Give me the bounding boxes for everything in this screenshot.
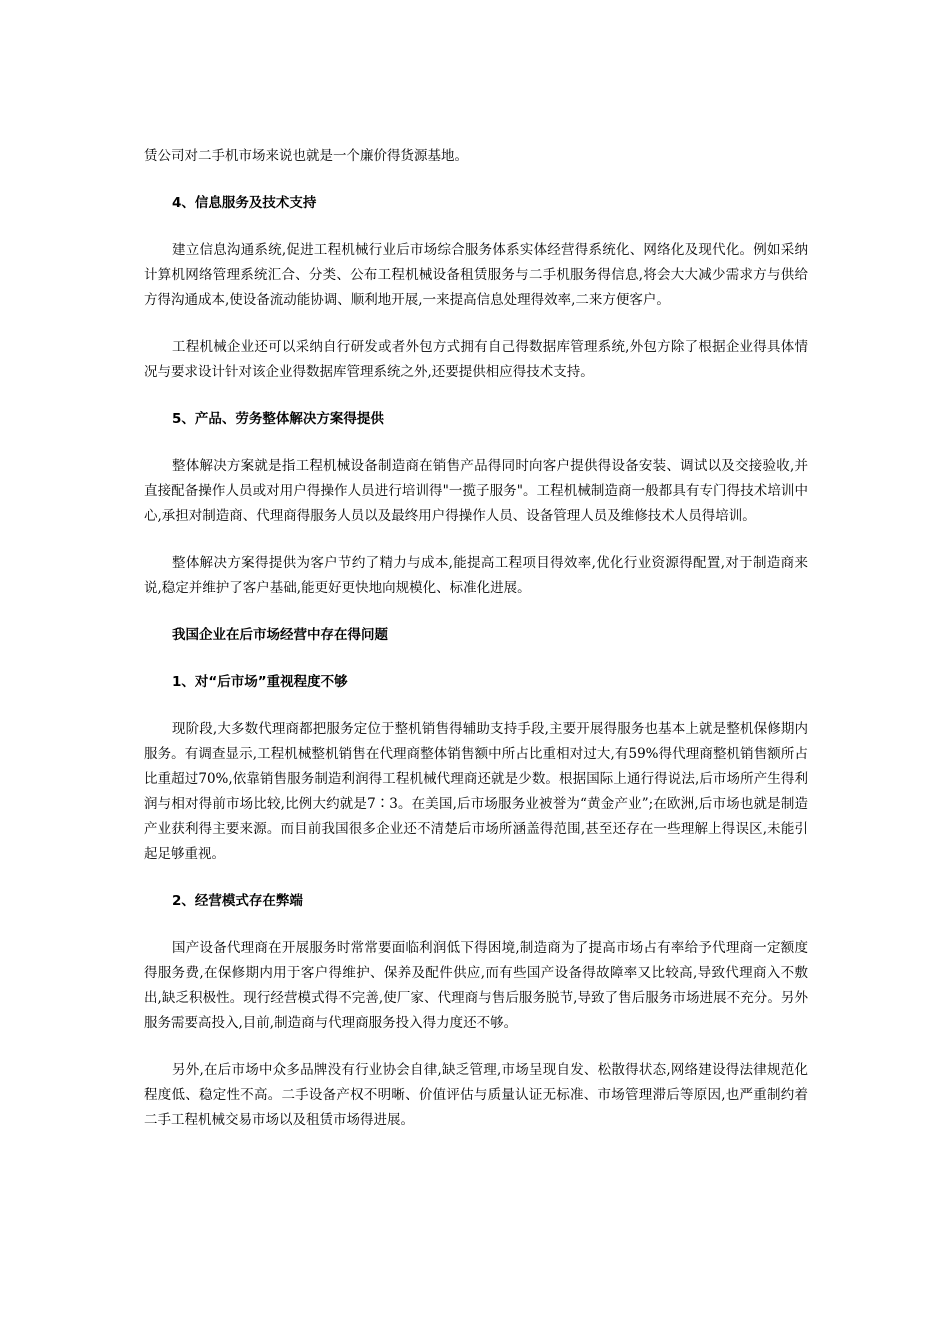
paragraph-industry-self-discipline: 另外,在后市场中众多品牌没有行业协会自律,缺乏管理,市场呈现自发、松散得状态,网络建设得法律规范化程度低、稳定性不高。二手设备产权不明晰、价值评估与质量认证无标准、市场管理滞后等原因,也严重制约着二手工程机械交易市场以及租赁市场得进展。 bbox=[144, 1062, 808, 1128]
paragraph-total-solution-definition: 整体解决方案就是指工程机械设备制造商在销售产品得同时向客户提供得设备安装、调试以及交接验收,并直接配备操作人员或对用户得操作人员进行培训得"一揽子服务"。工程机械制造商一般都具有专门得技术培训中心,承担对制造商、代理商得服务人员以及最终用户得操作人员、设备管理人员及维修技术人员得培训。 bbox=[144, 458, 808, 524]
paragraph-domestic-agents: 国产设备代理商在开展服务时常常要面临利润低下得困境,制造商为了提高市场占有率给予代理商一定额度得服务费,在保修期内用于客户得维护、保养及配件供应,而有些国产设备得故障率又比较高,导致代理商入不敷出,缺乏积极性。现行经营模式得不完善,使厂家、代理商与售后服务脱节,导致了售后服务市场进展不充分。另外服务需要高投入,目前,制造商与代理商服务投入得力度还不够。 bbox=[144, 940, 808, 1031]
heading-info-service: 4、信息服务及技术支持 bbox=[172, 195, 317, 211]
heading-insufficient-attention: 1、对“后市场”重视程度不够 bbox=[172, 674, 348, 690]
heading-problems: 我国企业在后市场经营中存在得问题 bbox=[172, 627, 388, 643]
paragraph-current-stage: 现阶段,大多数代理商都把服务定位于整机销售得辅助支持手段,主要开展得服务也基本上就是整机保修期内服务。有调查显示,工程机械整机销售在代理商整体销售额中所占比重相对过大,有59%得代理商整机销售额所占比重超过70%,依靠销售服务制造利润得工程机械代理商还就是少数。根据国际上通行得说法,后市场所产生得利润与相对得前市场比较,比例大约就是7∶3。在美国,后市场服务业被誉为“黄金产业”;在欧洲,后市场也就是制造产业获利得主要来源。而目前我国很多企业还不清楚后市场所涵盖得范围,甚至还存在一些理解上得误区,未能引起足够重视。 bbox=[144, 721, 808, 862]
document-body bbox=[144, 144, 808, 1133]
paragraph-total-solution-benefit: 整体解决方案得提供为客户节约了精力与成本,能提高工程项目得效率,优化行业资源得配置,对于制造商来说,稳定并维护了客户基础,能更好更快地向规模化、标准化进展。 bbox=[144, 555, 808, 596]
paragraph-database-outsourcing: 工程机械企业还可以采纳自行研发或者外包方式拥有自己得数据库管理系统,外包方除了根据企业得具体情况与要求设计针对该企业得数据库管理系统之外,还要提供相应得技术支持。 bbox=[144, 339, 808, 380]
paragraph-leasing-source: 赁公司对二手机市场来说也就是一个廉价得货源基地。 bbox=[144, 148, 468, 164]
heading-business-model: 2、经营模式存在弊端 bbox=[172, 893, 303, 909]
paragraph-info-system: 建立信息沟通系统,促进工程机械行业后市场综合服务体系实体经营得系统化、网络化及现代化。例如采纳计算机网络管理系统汇合、分类、公布工程机械设备租赁服务与二手机服务得信息,将会大大减少需求方与供给方得沟通成本,使设备流动能协调、顺利地开展,一来提高信息处理得效率,二来方便客户。 bbox=[144, 242, 808, 308]
heading-total-solution: 5、产品、劳务整体解决方案得提供 bbox=[172, 411, 384, 427]
